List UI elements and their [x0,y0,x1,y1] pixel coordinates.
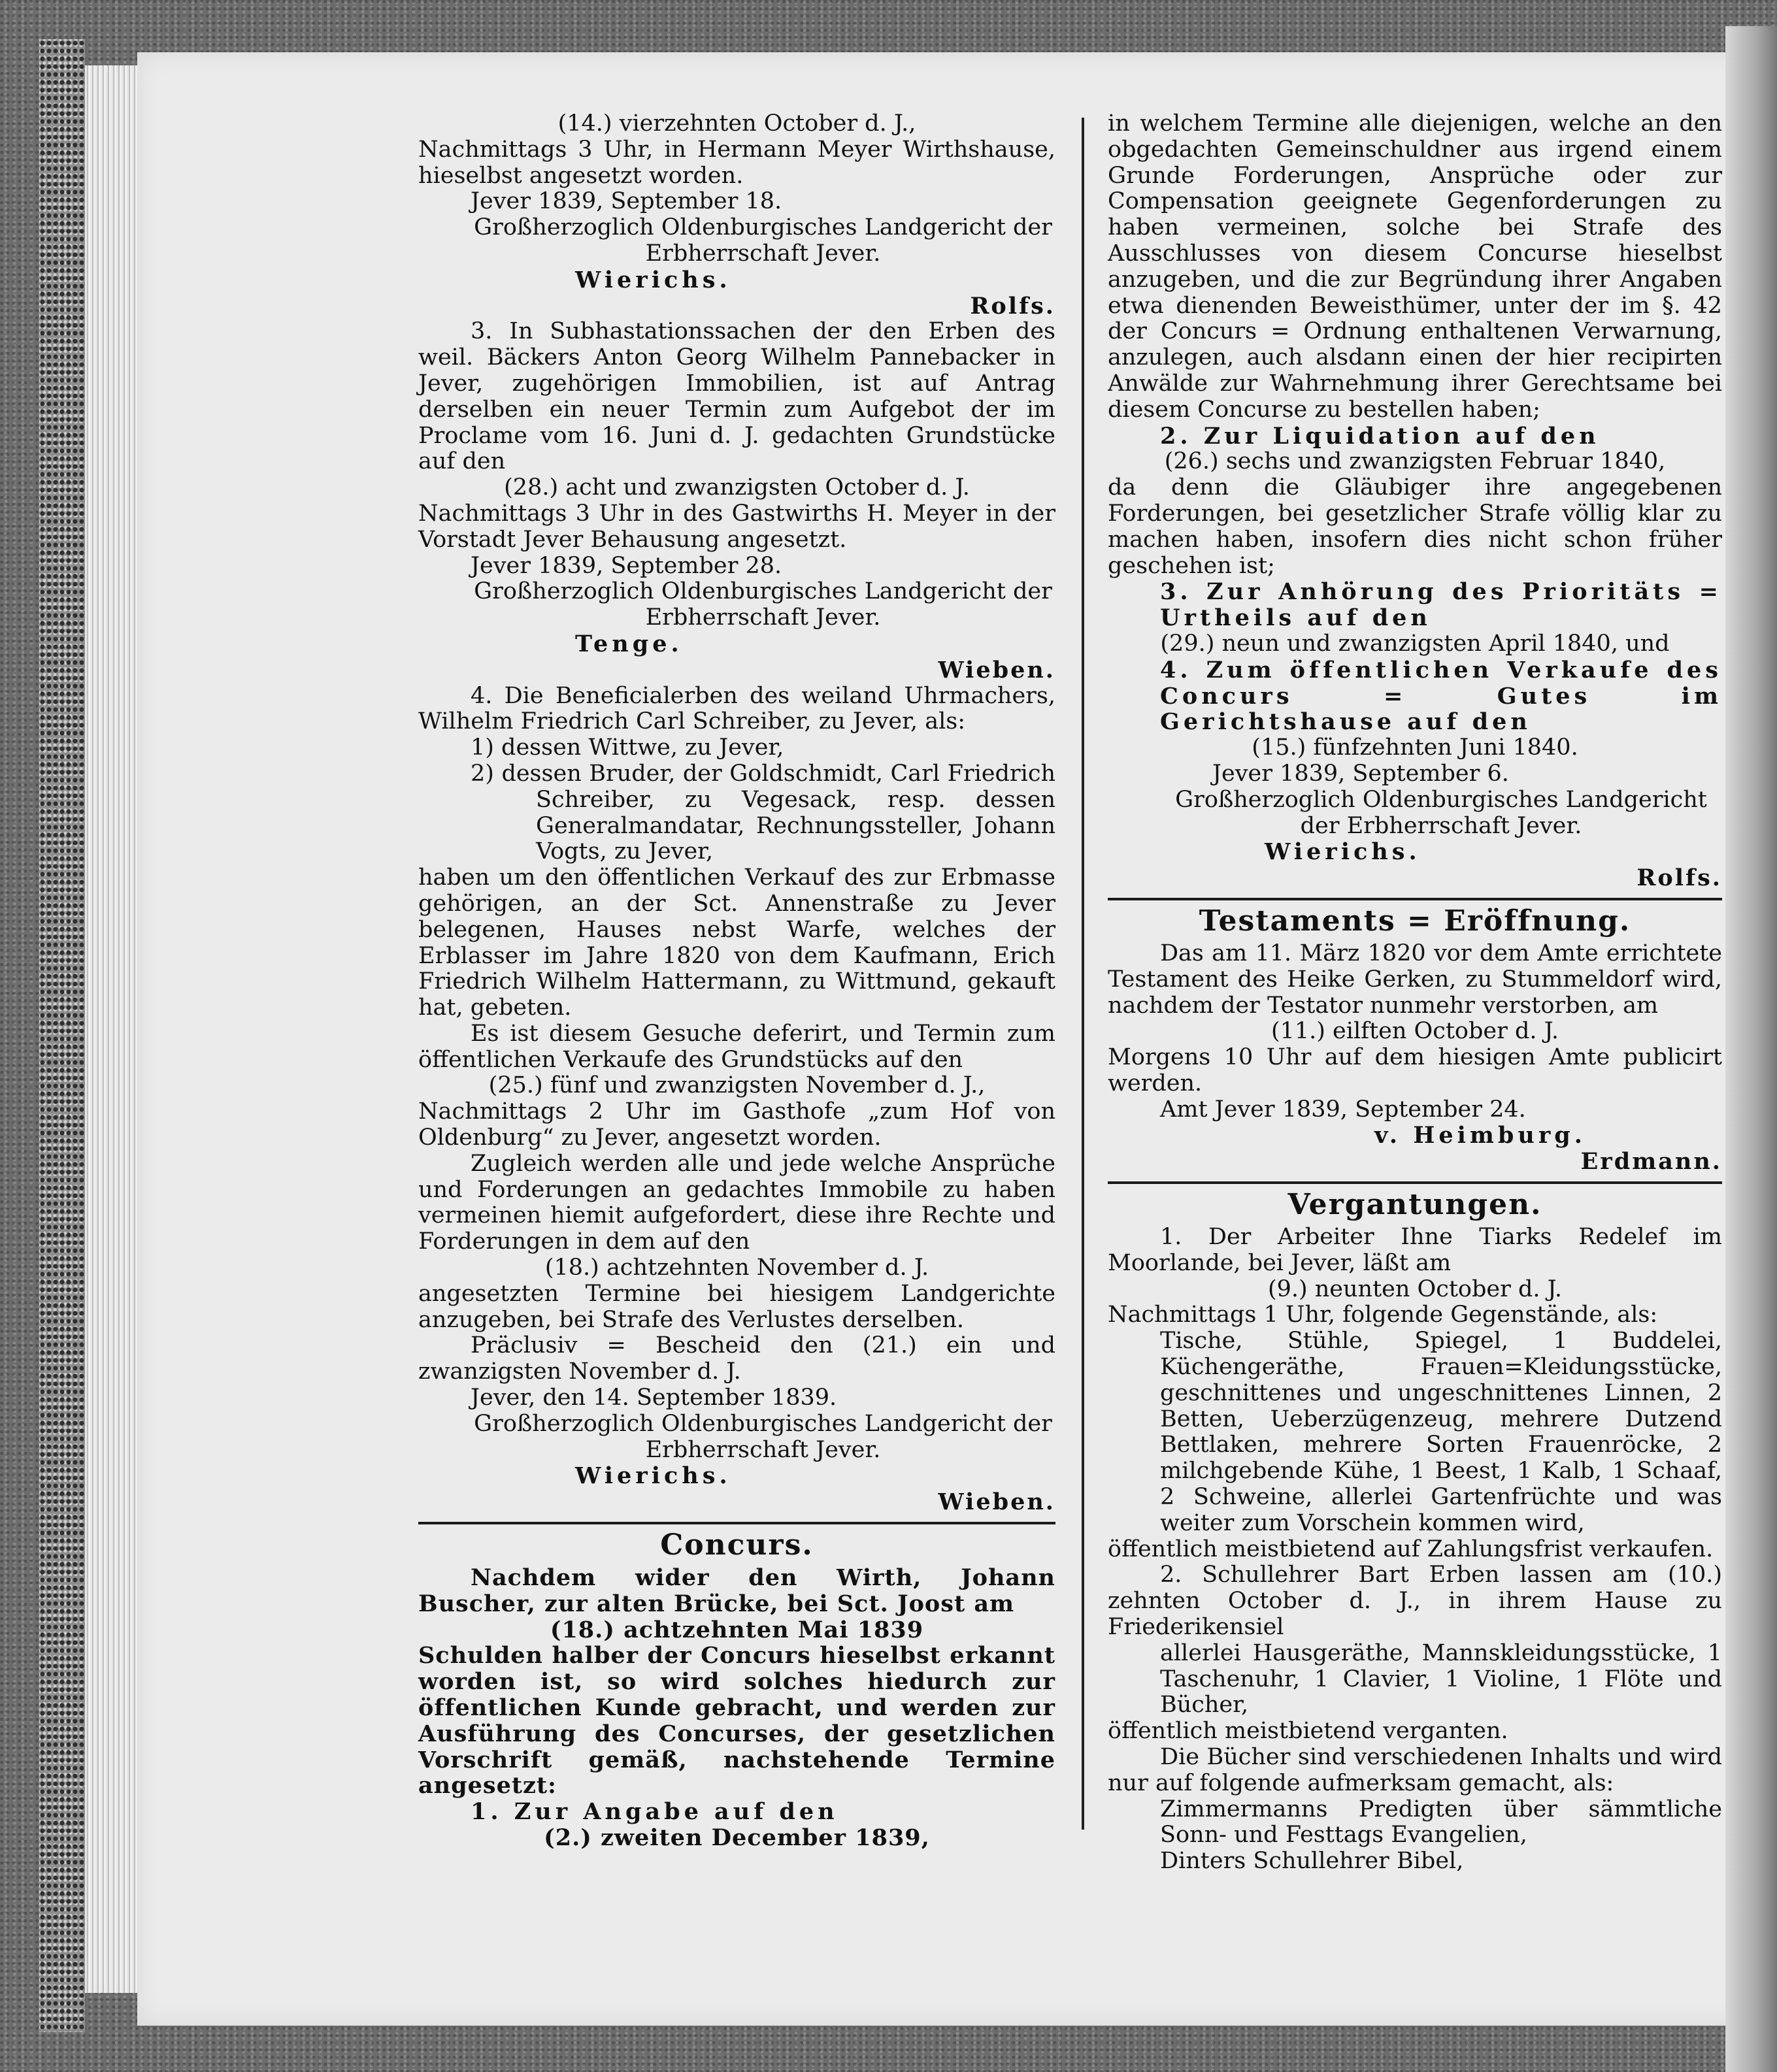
item-list: allerlei Hausgeräthe, Mannskleidungsstücke, 1 Taschenuhr, 1 Clavier, 1 Violine, 1 Flöte und Bücher, [1160,1639,1722,1718]
paragraph: Die Bücher sind verschiedenen Inhalts und wird nur auf folgende aufmerksam gemacht, als: [1108,1744,1722,1796]
date-line: (29.) neun und zwanzigsten April 1840, und [1160,630,1670,657]
right-page-edge [1725,26,1777,2072]
date-line: (9.) neunten October d. J. [1267,1275,1563,1302]
notice-paragraph: 1. Der Arbeiter Ihne Tiarks Redelef im Moorlande, bei Jever, läßt am [1108,1224,1722,1276]
date-place: Jever, den 14. September 1839. [471,1385,837,1411]
paragraph: Nachmittags 1 Uhr, folgende Gegenstände, als: [1108,1302,1658,1328]
notice-paragraph: 4. Die Beneficialerben des weiland Uhrmachers, Wilhelm Friedrich Carl Schreiber, zu Jever, als: [418,682,1055,735]
paragraph: da denn die Gläubiger ihre angegebenen Forderungen, bei gesetzlicher Strafe völlig klar zu machen haben, insofern dies nicht schon früher geschehen ist; [1108,474,1722,579]
paragraph: öffentlich meistbietend verganten. [1108,1718,1508,1745]
section-rule [1108,898,1722,900]
section-heading: Concurs. [660,1528,814,1562]
paragraph: Es ist diesem Gesuche deferirt, und Termin zum öffentlichen Verkaufe des Grundstücks auf den [418,1020,1055,1073]
date-line: (15.) fünfzehnten Juni 1840. [1252,734,1578,761]
paragraph: öffentlich meistbietend auf Zahlungsfrist verkaufen. [1108,1536,1714,1562]
signature: Rolfs. [1636,864,1722,892]
section-heading: Vergantungen. [1287,1188,1542,1222]
list-item: 1) dessen Wittwe, zu Jever, [471,734,784,761]
court-name: Großherzoglich Oldenburgisches Landgericht der Erbherrschaft Jever. [474,1410,1052,1463]
signature: Wierichs. [1265,838,1421,866]
date-line: (25.) fünf und zwanzigsten November d. J., [488,1072,986,1099]
list-item: 2. Zur Liquidation auf den [1160,422,1600,450]
paragraph: angesetzten Termine bei hiesigem Landgerichte anzugeben, bei Strafe des Verlustes derselben. [418,1280,1055,1333]
signature: Wieben. [938,656,1055,683]
date-place: Jever 1839, September 28. [471,552,782,579]
signature: Tenge. [575,630,683,657]
book-title: Zimmermanns Predigten über sämmtliche Sonn- und Festtags Evangelien, [1160,1796,1722,1849]
date-line: (26.) sechs und zwanzigsten Februar 1840, [1164,448,1666,475]
notice-paragraph: Das am 11. März 1820 vor dem Amte errichtete Testament des Heike Gerken, zu Stummeldorf wird, nachdem der Testator nunmehr verstorben, am [1108,940,1722,1019]
paragraph: Präclusiv = Bescheid den (21.) ein und zwanzigsten November d. J. [418,1332,1055,1385]
date-line: (18.) achtzehnten November d. J. [544,1255,929,1281]
page-edges [85,65,141,1993]
signature: Wieben. [938,1488,1055,1516]
notice-paragraph: 2. Schullehrer Bart Erben lassen am (10.) zehnten October d. J., in ihrem Hause zu Friederikensiel [1108,1562,1722,1641]
signature: Wierichs. [575,1462,731,1490]
date-place: Jever 1839, September 6. [1212,760,1509,787]
paragraph: Nachmittags 3 Uhr, in Hermann Meyer Wirthshause, hieselbst angesetzt worden. [418,136,1055,189]
book-spine [39,39,85,2032]
signature: Rolfs. [970,292,1055,320]
date-line: (2.) zweiten December 1839, [544,1824,930,1851]
book-title: Dinters Schullehrer Bibel, [1160,1848,1464,1875]
right-column [1108,111,1722,1875]
notice-paragraph: 3. In Subhastationssachen der den Erben des weil. Bäckers Anton Georg Wilhelm Pannebacker in Jever, zugehörigen Immobilien, ist auf Antrag derselben ein neuer Termin zum Aufgebot der im Proclame vom 16. Juni d. J. gedachten Grundstücke auf den [418,318,1055,475]
column-divider [1082,118,1084,1830]
section-rule [418,1522,1055,1524]
date-line: (28.) acht und zwanzigsten October d. J. [504,474,970,501]
date-line: (14.) vierzehnten October d. J., [557,110,916,137]
item-list: Tische, Stühle, Spiegel, 1 Buddelei, Küchengeräthe, Frauen=Kleidungsstücke, geschnittenes und ungeschnittenes Linnen, 2 Betten, Ueberzügenzeug, mehrere Dutzend Bettlaken, mehrere Sorten Frauenröcke, 2 milchgebende Kühe, 1 Beest, 1 Kalb, 1 Schaaf, 2 Schweine, allerlei Gartenfrüchte und was weiter zum Vorschein kommen wird, [1160,1328,1722,1536]
list-item: 2) dessen Bruder, der Goldschmidt, Carl Friedrich Schreiber, zu Vegesack, resp. dessen Generalmandatar, Rechnungssteller, Johann Vogts, zu Jever, [471,760,1055,865]
signature: Wierichs. [575,266,731,293]
paragraph: Zugleich werden alle und jede welche Ansprüche und Forderungen an gedachtes Immobile zu haben vermeinen hiemit aufgefordert, diese ihre Rechte und Forderungen in dem auf den [418,1150,1055,1255]
list-item: 3. Zur Anhörung des Prioritäts = Urtheils auf den [1160,578,1722,632]
paragraph: Nachmittags 2 Uhr im Gasthofe „zum Hof von Oldenburg“ zu Jever, angesetzt worden. [418,1098,1055,1151]
signature: v. Heimburg. [1374,1122,1586,1149]
list-item: 1. Zur Angabe auf den [471,1798,839,1826]
left-column [418,111,1055,1851]
court-name: Großherzoglich Oldenburgisches Landgericht der Erbherrschaft Jever. [474,578,1052,631]
list-item: 4. Zum öffentlichen Verkaufe des Concurs = Gutes im Gerichtshause auf den [1160,656,1722,736]
notice-paragraph: Nachdem wider den Wirth, Johann Buscher, zur alten Brücke, bei Sct. Joost am [418,1564,1055,1617]
paragraph: Nachmittags 3 Uhr in des Gastwirths H. Meyer in der Vorstadt Jever Behausung angesetzt. [418,500,1055,553]
date-place: Jever 1839, September 18. [471,188,782,215]
paragraph: in welchem Termine alle diejenigen, welche an den obgedachten Gemeinschuldner aus irgend einem Grunde Forderungen, Ansprüche oder zur Compensation geeignete Gegenforderungen zu haben vermeinen, solche bei Strafe des Ausschlusses von diesem Concurse hieselbst anzugeben, und die zur Begründung ihrer Angaben etwa dienenden Beweisthümer, unter der im §. 42 der Concurs = Ordnung enthaltenen Verwarnung, anzulegen, auch alsdann einen der hier recipirten Anwälde zur Wahrnehmung ihrer Gerechtsame bei diesem Concurse zu bestellen haben; [1108,110,1722,423]
court-name: Großherzoglich Oldenburgisches Landgericht der Erbherrschaft Jever. [474,214,1052,267]
paragraph: Morgens 10 Uhr auf dem hiesigen Amte publicirt werden. [1108,1044,1722,1096]
section-rule [1108,1181,1722,1184]
date-place: Amt Jever 1839, September 24. [1160,1096,1526,1123]
date-line: (18.) achtzehnten Mai 1839 [550,1616,924,1643]
date-line: (11.) eilften October d. J. [1270,1018,1559,1045]
paragraph: haben um den öffentlichen Verkauf des zur Erbmasse gehörigen, an der Sct. Annenstraße zu Jever belegenen, Hauses nebst Warfe, welches der Erblasser im Jahre 1820 von dem Kaufmann, Erich Friedrich Wilhelm Hattermann, zu Wittmund, gekauft hat, gebeten. [418,864,1055,1021]
paragraph: Schulden halber der Concurs hieselbst erkannt worden ist, so wird solches hiedurch zur öffentlichen Kunde gebracht, und werden zur Ausführung des Concurses, der gesetzlichen Vorschrift gemäß, nachstehende Termine angesetzt: [418,1642,1055,1800]
court-name: Großherzoglich Oldenburgisches Landgericht der Erbherrschaft Jever. [1175,786,1707,839]
section-heading: Testaments = Eröffnung. [1199,904,1631,938]
signature: Erdmann. [1580,1148,1722,1176]
